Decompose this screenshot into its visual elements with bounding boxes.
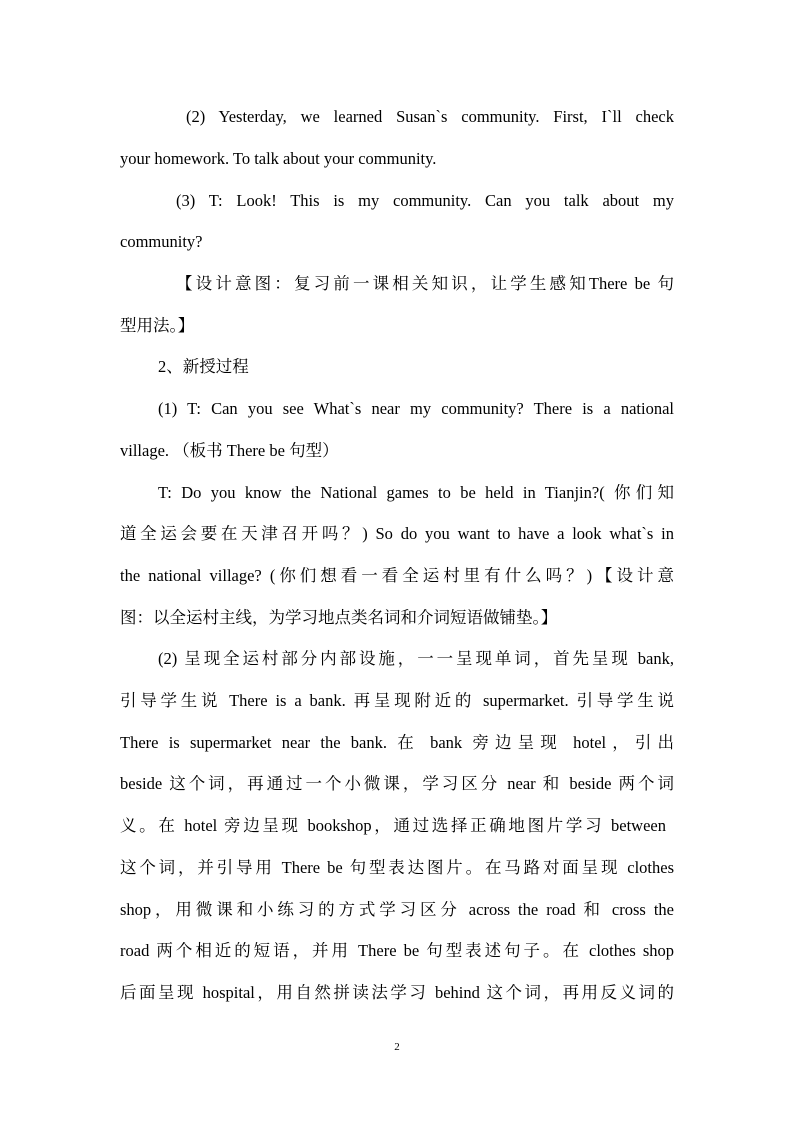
paragraph-line: the national village? (你们想看一看全运村里有什么吗？)【设计意 (120, 566, 674, 585)
paragraph-line: (2) Yesterday, we learned Susan`s community. First, I`ll check (186, 107, 674, 126)
paragraph-line: your homework. To talk about your community. (120, 149, 437, 168)
paragraph-line: road 两个相近的短语，并用 There be 句型表述句子。在 clothes shop (120, 941, 674, 960)
paragraph-line: shop，用微课和小练习的方式学习区分 across the road 和 cross the (120, 900, 674, 919)
paragraph-line: (2) 呈现全运村部分内部设施，一一呈现单词，首先呈现 bank, (158, 649, 674, 668)
design-intent-line: 【设计意图：复习前一课相关知识，让学生感知There be 句 (176, 274, 674, 293)
paragraph-line: 后面呈现 hospital，用自然拼读法学习 behind 这个词，再用反义词的 (120, 983, 674, 1002)
paragraph-line: 义。在 hotel 旁边呈现 bookshop，通过选择正确地图片学习 between (120, 816, 666, 835)
paragraph-line: beside 这个词，再通过一个小微课，学习区分 near 和 beside 两个词 (120, 774, 674, 793)
paragraph-line: There is supermarket near the bank. 在 bank 旁边呈现 hotel，引出 (120, 733, 674, 752)
paragraph-line: (1) T: Can you see What`s near my community? There is a national (158, 399, 674, 418)
page-number: 2 (394, 1041, 400, 1053)
paragraph-line: village. （板书 There be 句型） (120, 441, 339, 460)
paragraph-line: (3) T: Look! This is my community. Can you talk about my (176, 191, 674, 210)
section-heading: 2、新授过程 (158, 357, 249, 376)
paragraph-line: 道全运会要在天津召开吗？) So do you want to have a look what`s in (120, 524, 674, 543)
paragraph-line: 图：以全运村主线，为学习地点类名词和介词短语做铺垫。】 (120, 608, 558, 627)
paragraph-line: 这个词，并引导用 There be 句型表达图片。在马路对面呈现 clothes (120, 858, 674, 877)
paragraph-line: community? (120, 232, 203, 251)
design-intent-line: 型用法。】 (120, 316, 195, 335)
paragraph-line: T: Do you know the National games to be held in Tianjin?( 你们知 (158, 483, 674, 502)
paragraph-line: 引导学生说 There is a bank. 再呈现附近的 supermarket. 引导学生说 (120, 691, 674, 710)
